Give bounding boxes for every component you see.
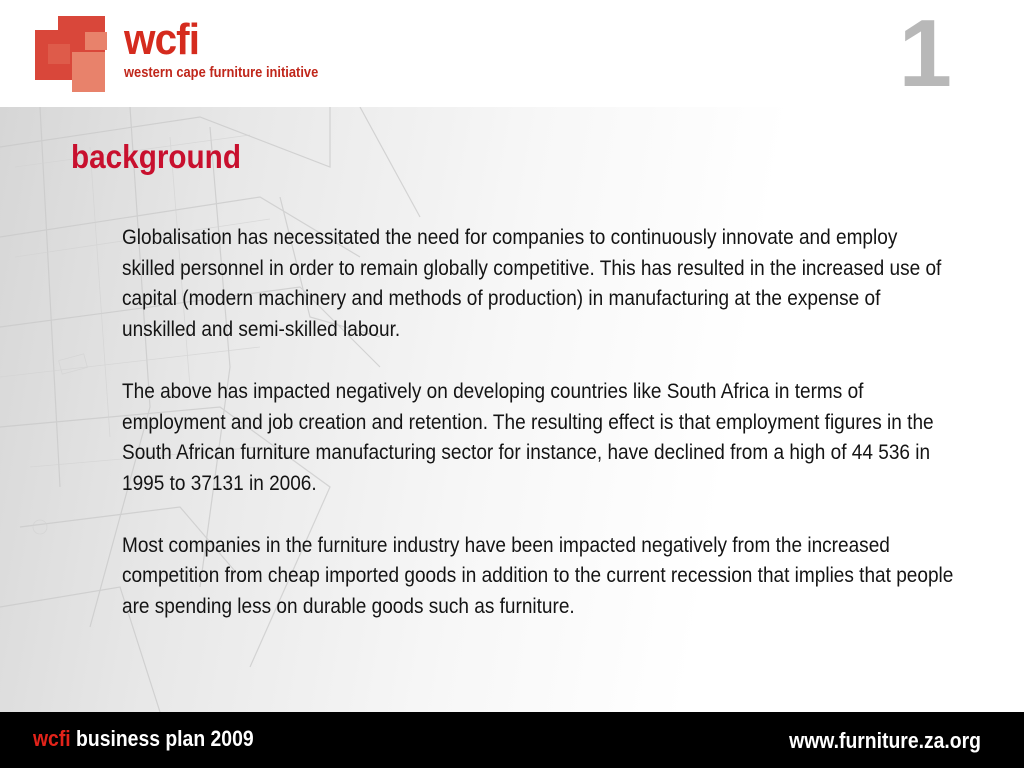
footer-plan: business plan 2009 [76, 726, 254, 751]
wcfi-logo [124, 15, 350, 82]
paragraph-globalisation: Globalisation has necessitated the need for companies to continuously innovate and employ skilled personnel in order to remain globally competitive. This has resulted in the increased use of capital (modern machinery and methods of production) in manufacturing at the expense of unskilled and semi-skilled labour. [122, 225, 942, 342]
slide-number: 1 [898, 0, 952, 107]
footer-website-link[interactable]: www.furniture.za.org [789, 728, 981, 753]
logo-wordmark: wcfi [124, 15, 200, 64]
logo-tagline: western cape furniture initiative [124, 64, 319, 81]
slide-content [122, 222, 982, 653]
slide-footer [0, 712, 1024, 768]
slide-title: background [71, 138, 241, 175]
footer-brand: wcfi [33, 726, 71, 751]
paragraph-competition: Most companies in the furniture industry have been impacted negatively from the increased competition from cheap imported goods in addition to the current recession that implies that people are spending less on durable goods such as furniture. [122, 532, 954, 619]
paragraph-employment-impact: The above has impacted negatively on developing countries like South Africa in terms of employment and job creation and retention. The resulting effect is that employment figures in the South African furniture manufacturing sector for instance, have declined from a high of 44 536 in 1995 to 37131 in 2006. [122, 378, 934, 495]
wcfi-logo-squares-icon [0, 0, 130, 107]
slide-header [0, 0, 1024, 107]
footer-title [33, 726, 254, 752]
